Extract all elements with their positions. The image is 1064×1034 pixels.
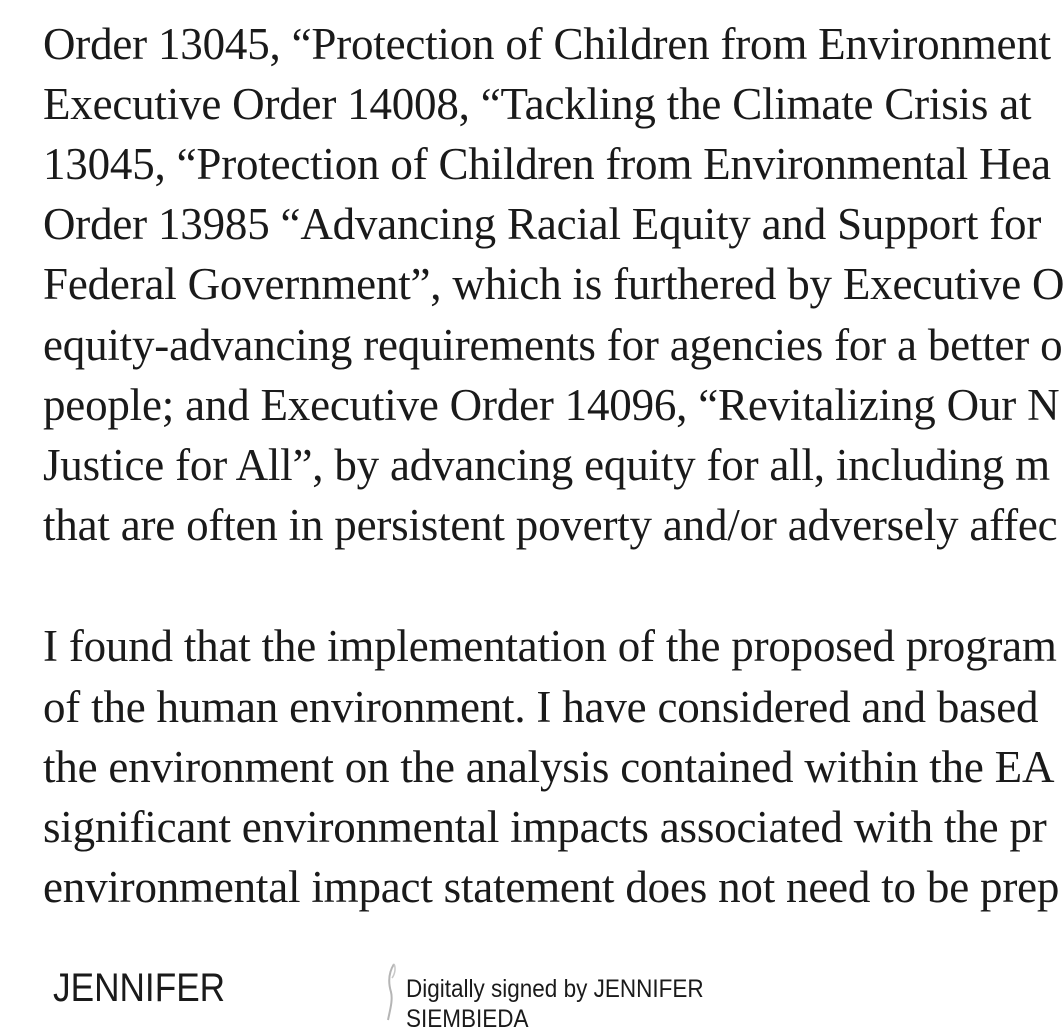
paragraph-1-line-9: that are often in persistent poverty and/or adversely affec [43, 500, 1058, 550]
paragraph-1-line-2: Executive Order 14008, “Tackling the Climate Crisis at [43, 79, 1032, 129]
digital-signature-line-1: Digitally signed by JENNIFER [406, 975, 704, 1003]
signature-flourish-icon [384, 962, 404, 1022]
paragraph-2-line-5: environmental impact statement does not need to be prep [43, 862, 1060, 912]
paragraph-2-line-1: I found that the implementation of the proposed program [43, 621, 1057, 671]
paragraph-1-line-4: Order 13985 “Advancing Racial Equity and Support for [43, 199, 1042, 249]
paragraph-2-line-4: significant environmental impacts associated with the pr [43, 802, 1047, 852]
paragraph-1-line-8: Justice for All”, by advancing equity for all, including m [43, 440, 1050, 490]
paragraph-1-line-1: Order 13045, “Protection of Children from Environment [43, 19, 1051, 69]
paragraph-1-line-5: Federal Government”, which is furthered by Executive O [43, 259, 1064, 309]
paragraph-1-line-7: people; and Executive Order 14096, “Revitalizing Our N [43, 380, 1060, 430]
paragraph-2-line-2: of the human environment. I have considered and based [43, 682, 1039, 732]
paragraph-1-line-6: equity-advancing requirements for agencies for a better o [43, 320, 1063, 370]
digital-signature-line-2: SIEMBIEDA [406, 1005, 529, 1033]
paragraph-2-line-3: the environment on the analysis contained within the EA [43, 742, 1055, 792]
signature-name: JENNIFER [53, 966, 226, 1010]
paragraph-1-line-3: 13045, “Protection of Children from Environmental Hea [43, 139, 1051, 189]
